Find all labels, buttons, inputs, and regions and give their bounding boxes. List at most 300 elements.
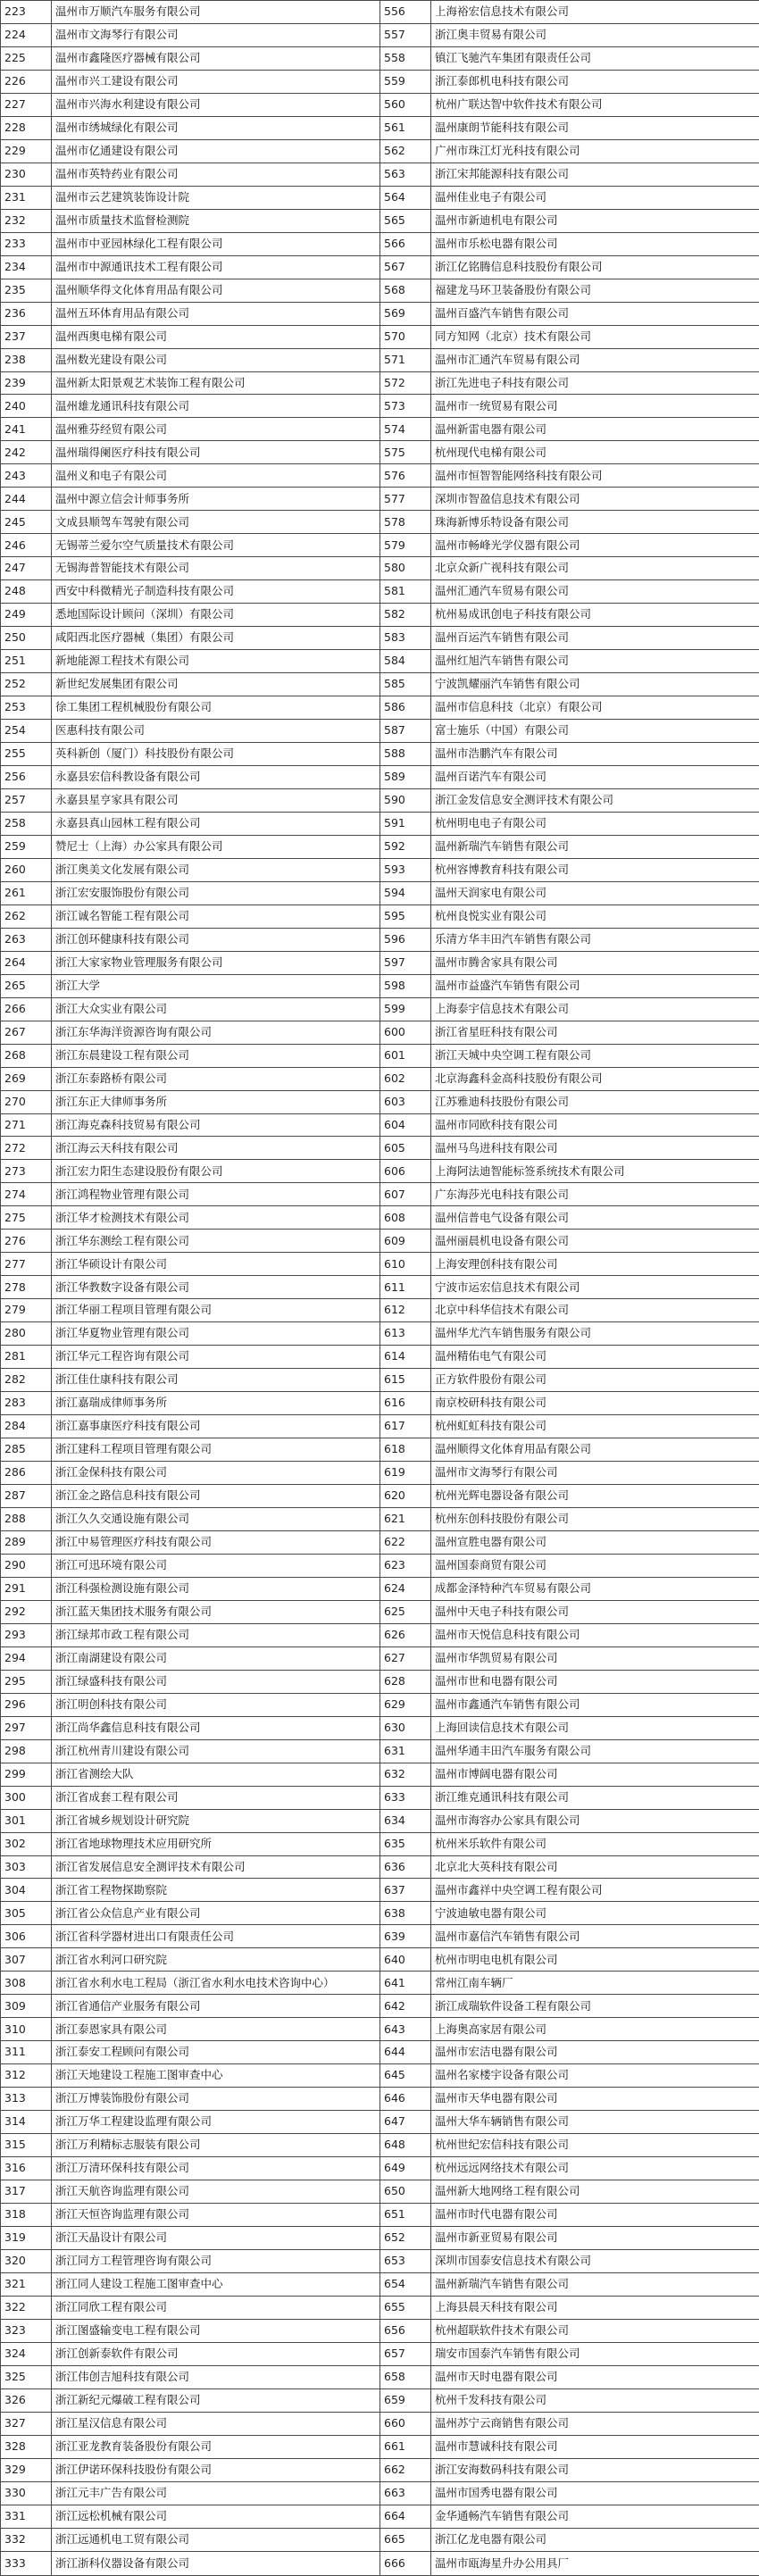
left-row-number: 333 <box>1 2551 52 2575</box>
right-company-name: 杭州虹虹科技有限公司 <box>431 1415 759 1438</box>
right-company-name: 杭州世纪宏信科技有限公司 <box>431 2134 759 2157</box>
right-company-name: 北京北大英科技有限公司 <box>431 1855 759 1879</box>
left-company-name: 浙江元丰广告有限公司 <box>52 2481 380 2505</box>
right-company-name: 温州市宏洁电器有限公司 <box>431 2041 759 2064</box>
right-company-name: 温州新雷电器有限公司 <box>431 418 759 441</box>
table-row <box>1 163 759 186</box>
table-row <box>1 1855 759 1879</box>
left-row-number: 258 <box>1 812 52 835</box>
table-row <box>1 116 759 139</box>
right-row-number: 622 <box>380 1530 431 1554</box>
left-company-name: 温州市英特药业有限公司 <box>52 163 380 186</box>
left-company-name: 文成县顺驾车驾驶有限公司 <box>52 511 380 534</box>
right-row-number: 662 <box>380 2458 431 2481</box>
right-company-name: 浙江亿龙电器有限公司 <box>431 2528 759 2551</box>
left-company-name: 浙江省水利河口研究院 <box>52 1948 380 1972</box>
right-row-number: 614 <box>380 1346 431 1369</box>
right-row-number: 582 <box>380 604 431 627</box>
left-row-number: 244 <box>1 488 52 511</box>
left-row-number: 284 <box>1 1415 52 1438</box>
left-company-name: 永嘉县真山园林工程有限公司 <box>52 812 380 835</box>
table-row <box>1 1462 759 1485</box>
right-company-name: 浙江省星旺科技有限公司 <box>431 1021 759 1044</box>
right-row-number: 583 <box>380 627 431 650</box>
table-row <box>1 1832 759 1855</box>
left-row-number: 243 <box>1 464 52 488</box>
left-company-name: 浙江绿盛科技有限公司 <box>52 1670 380 1693</box>
left-company-name: 温州五环体育用品有限公司 <box>52 302 380 325</box>
company-list-body <box>1 1 759 2576</box>
left-company-name: 温州市兴海水利建设有限公司 <box>52 93 380 116</box>
right-company-name: 温州市畅峰光学仪器有限公司 <box>431 534 759 557</box>
left-row-number: 259 <box>1 835 52 858</box>
table-row <box>1 1948 759 1972</box>
right-company-name: 温州市乐松电器有限公司 <box>431 232 759 255</box>
left-company-name: 浙江鸿程物业管理有限公司 <box>52 1183 380 1206</box>
right-company-name: 宁波市运宏信息技术有限公司 <box>431 1276 759 1299</box>
right-company-name: 上海安理创科技有限公司 <box>431 1253 759 1276</box>
right-company-name: 杭州米乐软件有限公司 <box>431 1832 759 1855</box>
left-company-name: 浙江海云天科技有限公司 <box>52 1137 380 1160</box>
right-company-name: 浙江奥丰贸易有限公司 <box>431 23 759 46</box>
right-company-name: 温州大华车辆销售有限公司 <box>431 2111 759 2134</box>
left-row-number: 282 <box>1 1369 52 1392</box>
left-row-number: 322 <box>1 2296 52 2319</box>
right-company-name: 温州百诺汽车有限公司 <box>431 765 759 788</box>
right-company-name: 浙江天城中央空调工程有限公司 <box>431 1044 759 1067</box>
table-row <box>1 2412 759 2435</box>
right-company-name: 杭州易成讯创电子科技有限公司 <box>431 604 759 627</box>
left-company-name: 浙江尚华鑫信息科技有限公司 <box>52 1716 380 1739</box>
right-company-name: 温州市嘉信汽车销售有限公司 <box>431 1925 759 1948</box>
right-company-name: 杭州市明电电机有限公司 <box>431 1948 759 1972</box>
table-row <box>1 1623 759 1646</box>
table-row <box>1 2041 759 2064</box>
right-company-name: 温州市腾舍家具有限公司 <box>431 951 759 974</box>
right-row-number: 613 <box>380 1322 431 1346</box>
left-row-number: 318 <box>1 2204 52 2227</box>
right-company-name: 浙江维克通讯科技有限公司 <box>431 1786 759 1809</box>
right-row-number: 564 <box>380 186 431 209</box>
left-row-number: 321 <box>1 2272 52 2296</box>
left-company-name: 浙江天地建设工程施工图审查中心 <box>52 2064 380 2088</box>
left-company-name: 浙江东泰路桥有限公司 <box>52 1067 380 1090</box>
right-row-number: 637 <box>380 1879 431 1902</box>
left-row-number: 287 <box>1 1485 52 1508</box>
left-row-number: 275 <box>1 1206 52 1230</box>
right-row-number: 569 <box>380 302 431 325</box>
left-row-number: 238 <box>1 348 52 371</box>
left-row-number: 291 <box>1 1577 52 1600</box>
right-company-name: 江苏雅迪科技股份有限公司 <box>431 1090 759 1113</box>
left-company-name: 浙江泰安工程顾问有限公司 <box>52 2041 380 2064</box>
right-row-number: 566 <box>380 232 431 255</box>
left-company-name: 浙江伟创吉旭科技有限公司 <box>52 2365 380 2388</box>
right-company-name: 浙江先进电子科技有限公司 <box>431 371 759 395</box>
left-company-name: 悉地国际设计顾问（深圳）有限公司 <box>52 604 380 627</box>
left-row-number: 327 <box>1 2412 52 2435</box>
right-company-name: 广州市珠江灯光科技有限公司 <box>431 139 759 163</box>
left-company-name: 温州顺华得文化体育用品有限公司 <box>52 279 380 302</box>
right-row-number: 643 <box>380 2018 431 2041</box>
table-row <box>1 1253 759 1276</box>
right-row-number: 638 <box>380 1902 431 1925</box>
right-company-name: 温州宣胜电器有限公司 <box>431 1530 759 1554</box>
right-row-number: 661 <box>380 2435 431 2458</box>
left-row-number: 247 <box>1 557 52 580</box>
right-row-number: 641 <box>380 1972 431 1995</box>
right-company-name: 常州江南车辆厂 <box>431 1972 759 1995</box>
left-company-name: 浙江杭州青川建设有限公司 <box>52 1739 380 1763</box>
left-row-number: 303 <box>1 1855 52 1879</box>
right-row-number: 616 <box>380 1392 431 1415</box>
right-row-number: 639 <box>380 1925 431 1948</box>
table-row <box>1 371 759 395</box>
right-company-name: 温州市新亚贸易有限公司 <box>431 2227 759 2250</box>
left-row-number: 277 <box>1 1253 52 1276</box>
right-company-name: 富士施乐（中国）有限公司 <box>431 720 759 743</box>
right-row-number: 625 <box>380 1600 431 1623</box>
left-company-name: 浙江佳仕康科技有限公司 <box>52 1369 380 1392</box>
left-company-name: 浙江省水利水电工程局（浙江省水利水电技术咨询中心） <box>52 1972 380 1995</box>
left-company-name: 浙江大家家物业管理服务有限公司 <box>52 951 380 974</box>
left-row-number: 325 <box>1 2365 52 2388</box>
left-row-number: 264 <box>1 951 52 974</box>
right-company-name: 温州市慧诚科技有限公司 <box>431 2435 759 2458</box>
left-company-name: 浙江华才检测技术有限公司 <box>52 1206 380 1230</box>
table-row <box>1 835 759 858</box>
table-row <box>1 2157 759 2180</box>
right-company-name: 福建龙马环卫装备股份有限公司 <box>431 279 759 302</box>
left-company-name: 温州中源立信会计师事务所 <box>52 488 380 511</box>
left-company-name: 英科新创（厦门）科技股份有限公司 <box>52 743 380 766</box>
right-row-number: 560 <box>380 93 431 116</box>
right-row-number: 587 <box>380 720 431 743</box>
right-row-number: 620 <box>380 1485 431 1508</box>
right-company-name: 温州汇通汽车贸易有限公司 <box>431 580 759 604</box>
left-row-number: 281 <box>1 1346 52 1369</box>
right-row-number: 576 <box>380 464 431 488</box>
table-row <box>1 464 759 488</box>
right-company-name: 温州信普电气设备有限公司 <box>431 1206 759 1230</box>
left-company-name: 浙江华夏物业管理有限公司 <box>52 1322 380 1346</box>
table-row <box>1 1044 759 1067</box>
right-company-name: 温州顺得文化体育用品有限公司 <box>431 1438 759 1462</box>
left-company-name: 浙江伊诺环保科技股份有限公司 <box>52 2458 380 2481</box>
right-row-number: 652 <box>380 2227 431 2250</box>
right-company-name: 温州百运汽车销售有限公司 <box>431 627 759 650</box>
table-row <box>1 2296 759 2319</box>
left-company-name: 温州市万顺汽车服务有限公司 <box>52 1 380 24</box>
left-row-number: 260 <box>1 858 52 881</box>
right-company-name: 上海裕宏信息技术有限公司 <box>431 1 759 24</box>
table-row <box>1 23 759 46</box>
table-row <box>1 441 759 464</box>
table-row <box>1 1670 759 1693</box>
right-row-number: 623 <box>380 1554 431 1577</box>
right-row-number: 659 <box>380 2388 431 2412</box>
right-row-number: 556 <box>380 1 431 24</box>
right-company-name: 瑞安市国泰汽车销售有限公司 <box>431 2342 759 2365</box>
table-row <box>1 696 759 720</box>
left-row-number: 285 <box>1 1438 52 1462</box>
left-company-name: 温州市中亚园林绿化工程有限公司 <box>52 232 380 255</box>
left-row-number: 274 <box>1 1183 52 1206</box>
table-row <box>1 2227 759 2250</box>
left-company-name: 浙江创环健康科技有限公司 <box>52 928 380 951</box>
left-company-name: 浙江省科学器材进出口有限责任公司 <box>52 1925 380 1948</box>
left-company-name: 温州义和电子有限公司 <box>52 464 380 488</box>
left-row-number: 262 <box>1 905 52 928</box>
left-row-number: 263 <box>1 928 52 951</box>
left-company-name: 浙江远通机电工贸有限公司 <box>52 2528 380 2551</box>
table-row <box>1 673 759 696</box>
table-row <box>1 93 759 116</box>
right-company-name: 温州中天电子科技有限公司 <box>431 1600 759 1623</box>
left-row-number: 323 <box>1 2319 52 2342</box>
left-row-number: 266 <box>1 997 52 1021</box>
left-row-number: 313 <box>1 2088 52 2111</box>
right-company-name: 温州新大地网络工程有限公司 <box>431 2180 759 2204</box>
table-row <box>1 1879 759 1902</box>
right-company-name: 温州康朗节能科技有限公司 <box>431 116 759 139</box>
left-company-name: 浙江奥美文化发展有限公司 <box>52 858 380 881</box>
left-company-name: 浙江海克森科技贸易有限公司 <box>52 1113 380 1137</box>
left-row-number: 311 <box>1 2041 52 2064</box>
left-row-number: 242 <box>1 441 52 464</box>
right-row-number: 635 <box>380 1832 431 1855</box>
left-company-name: 浙江天晶设计有限公司 <box>52 2227 380 2250</box>
table-row <box>1 1902 759 1925</box>
left-company-name: 浙江嘉事康医疗科技有限公司 <box>52 1415 380 1438</box>
left-company-name: 新地能源工程技术有限公司 <box>52 650 380 673</box>
table-row <box>1 1530 759 1554</box>
right-row-number: 572 <box>380 371 431 395</box>
right-row-number: 601 <box>380 1044 431 1067</box>
right-company-name: 成都金泽特种汽车贸易有限公司 <box>431 1577 759 1600</box>
left-company-name: 浙江诚名智能工程有限公司 <box>52 905 380 928</box>
left-row-number: 253 <box>1 696 52 720</box>
table-row <box>1 46 759 70</box>
left-company-name: 浙江金之路信息科技有限公司 <box>52 1485 380 1508</box>
left-row-number: 286 <box>1 1462 52 1485</box>
table-row <box>1 1646 759 1670</box>
table-row <box>1 279 759 302</box>
right-company-name: 杭州现代电梯有限公司 <box>431 441 759 464</box>
left-company-name: 温州市文海琴行有限公司 <box>52 23 380 46</box>
right-row-number: 599 <box>380 997 431 1021</box>
right-company-name: 上海县晨天科技有限公司 <box>431 2296 759 2319</box>
right-company-name: 温州国泰商贸有限公司 <box>431 1554 759 1577</box>
left-company-name: 浙江省公众信息产业有限公司 <box>52 1902 380 1925</box>
table-row <box>1 418 759 441</box>
right-row-number: 649 <box>380 2157 431 2180</box>
left-row-number: 331 <box>1 2505 52 2528</box>
left-row-number: 296 <box>1 1693 52 1716</box>
right-company-name: 温州新瑞汽车销售有限公司 <box>431 835 759 858</box>
table-row <box>1 1346 759 1369</box>
right-company-name: 温州市天华电器有限公司 <box>431 2088 759 2111</box>
left-row-number: 255 <box>1 743 52 766</box>
table-row <box>1 1206 759 1230</box>
left-company-name: 浙江同欣工程有限公司 <box>52 2296 380 2319</box>
table-row <box>1 1299 759 1322</box>
right-company-name: 温州马鸟进科技有限公司 <box>431 1137 759 1160</box>
table-row <box>1 2551 759 2575</box>
right-row-number: 593 <box>380 858 431 881</box>
table-row <box>1 2388 759 2412</box>
table-row <box>1 1693 759 1716</box>
table-row <box>1 1021 759 1044</box>
table-row <box>1 2435 759 2458</box>
right-company-name: 温州市天时电器有限公司 <box>431 2365 759 2388</box>
left-row-number: 315 <box>1 2134 52 2157</box>
left-row-number: 310 <box>1 2018 52 2041</box>
left-row-number: 332 <box>1 2528 52 2551</box>
left-company-name: 浙江星汉信息有限公司 <box>52 2412 380 2435</box>
right-row-number: 615 <box>380 1369 431 1392</box>
right-row-number: 577 <box>380 488 431 511</box>
right-row-number: 664 <box>380 2505 431 2528</box>
right-row-number: 609 <box>380 1230 431 1253</box>
table-row <box>1 1739 759 1763</box>
left-company-name: 浙江同人建设工程施工图审查中心 <box>52 2272 380 2296</box>
right-company-name: 乐清方华丰田汽车销售有限公司 <box>431 928 759 951</box>
table-row <box>1 2481 759 2505</box>
table-row <box>1 2319 759 2342</box>
right-company-name: 广东海莎光电科技有限公司 <box>431 1183 759 1206</box>
right-company-name: 杭州东创科技股份有限公司 <box>431 1507 759 1530</box>
right-row-number: 562 <box>380 139 431 163</box>
right-company-name: 温州佳业电子有限公司 <box>431 186 759 209</box>
left-company-name: 浙江南湖建设有限公司 <box>52 1646 380 1670</box>
right-row-number: 598 <box>380 974 431 997</box>
table-row <box>1 2365 759 2388</box>
table-row <box>1 1322 759 1346</box>
table-row <box>1 348 759 371</box>
left-row-number: 290 <box>1 1554 52 1577</box>
right-row-number: 607 <box>380 1183 431 1206</box>
right-row-number: 663 <box>380 2481 431 2505</box>
left-row-number: 295 <box>1 1670 52 1693</box>
table-row <box>1 2064 759 2088</box>
table-row <box>1 905 759 928</box>
left-row-number: 223 <box>1 1 52 24</box>
right-company-name: 温州丽晨机电设备有限公司 <box>431 1230 759 1253</box>
right-row-number: 594 <box>380 881 431 905</box>
right-company-name: 杭州明电电子有限公司 <box>431 812 759 835</box>
right-row-number: 604 <box>380 1113 431 1137</box>
table-row <box>1 255 759 279</box>
right-row-number: 574 <box>380 418 431 441</box>
left-row-number: 246 <box>1 534 52 557</box>
left-company-name: 浙江嘉瑞成律师事务所 <box>52 1392 380 1415</box>
left-company-name: 浙江大学 <box>52 974 380 997</box>
left-company-name: 浙江绿邦市政工程有限公司 <box>52 1623 380 1646</box>
right-row-number: 657 <box>380 2342 431 2365</box>
right-row-number: 596 <box>380 928 431 951</box>
left-row-number: 232 <box>1 209 52 232</box>
right-row-number: 617 <box>380 1415 431 1438</box>
left-company-name: 浙江大众实业有限公司 <box>52 997 380 1021</box>
left-row-number: 240 <box>1 395 52 418</box>
right-company-name: 温州市汇通汽车贸易有限公司 <box>431 348 759 371</box>
right-company-name: 温州华尤汽车销售服务有限公司 <box>431 1322 759 1346</box>
right-row-number: 575 <box>380 441 431 464</box>
right-row-number: 633 <box>380 1786 431 1809</box>
right-row-number: 629 <box>380 1693 431 1716</box>
right-row-number: 634 <box>380 1809 431 1832</box>
left-row-number: 257 <box>1 788 52 812</box>
table-row <box>1 997 759 1021</box>
left-row-number: 265 <box>1 974 52 997</box>
left-row-number: 280 <box>1 1322 52 1346</box>
left-company-name: 浙江华东测绘工程有限公司 <box>52 1230 380 1253</box>
right-row-number: 597 <box>380 951 431 974</box>
left-company-name: 浙江省城乡规划设计研究院 <box>52 1809 380 1832</box>
right-row-number: 658 <box>380 2365 431 2388</box>
left-row-number: 250 <box>1 627 52 650</box>
left-company-name: 浙江中易管理医疗科技有限公司 <box>52 1530 380 1554</box>
left-company-name: 温州新太阳景观艺术装饰工程有限公司 <box>52 371 380 395</box>
right-company-name: 杭州远远网络技术有限公司 <box>431 2157 759 2180</box>
left-row-number: 270 <box>1 1090 52 1113</box>
right-company-name: 温州天润家电有限公司 <box>431 881 759 905</box>
table-row <box>1 1763 759 1786</box>
right-company-name: 浙江泰郎机电科技有限公司 <box>431 70 759 93</box>
table-row <box>1 1507 759 1530</box>
left-row-number: 248 <box>1 580 52 604</box>
left-company-name: 温州市云艺建筑装饰设计院 <box>52 186 380 209</box>
table-row <box>1 302 759 325</box>
right-company-name: 温州市海容办公家具有限公司 <box>431 1809 759 1832</box>
table-row <box>1 2458 759 2481</box>
right-row-number: 647 <box>380 2111 431 2134</box>
right-company-name: 温州名家楼宇设备有限公司 <box>431 2064 759 2088</box>
right-company-name: 温州市华凯贸易有限公司 <box>431 1646 759 1670</box>
table-row <box>1 881 759 905</box>
right-company-name: 杭州良悦实业有限公司 <box>431 905 759 928</box>
right-row-number: 632 <box>380 1763 431 1786</box>
left-row-number: 276 <box>1 1230 52 1253</box>
right-company-name: 温州市国秀电器有限公司 <box>431 2481 759 2505</box>
table-row <box>1 1276 759 1299</box>
left-company-name: 浙江华硕设计有限公司 <box>52 1253 380 1276</box>
left-row-number: 299 <box>1 1763 52 1786</box>
left-row-number: 324 <box>1 2342 52 2365</box>
right-company-name: 浙江亿铭腾信息科技股份有限公司 <box>431 255 759 279</box>
left-company-name: 浙江省工程物探勘察院 <box>52 1879 380 1902</box>
left-row-number: 317 <box>1 2180 52 2204</box>
right-row-number: 580 <box>380 557 431 580</box>
table-row <box>1 488 759 511</box>
right-company-name: 温州市鑫通汽车销售有限公司 <box>431 1693 759 1716</box>
left-row-number: 308 <box>1 1972 52 1995</box>
right-company-name: 温州市文海琴行有限公司 <box>431 1462 759 1485</box>
right-company-name: 温州市世和电器有限公司 <box>431 1670 759 1693</box>
right-row-number: 631 <box>380 1739 431 1763</box>
left-company-name: 浙江省发展信息安全测评技术有限公司 <box>52 1855 380 1879</box>
right-company-name: 温州市益盛汽车销售有限公司 <box>431 974 759 997</box>
table-row <box>1 2342 759 2365</box>
table-row <box>1 1230 759 1253</box>
right-row-number: 605 <box>380 1137 431 1160</box>
right-company-name: 宁波凯耀丽汽车销售有限公司 <box>431 673 759 696</box>
right-row-number: 590 <box>380 788 431 812</box>
left-company-name: 浙江宏安服饰股份有限公司 <box>52 881 380 905</box>
left-row-number: 328 <box>1 2435 52 2458</box>
right-company-name: 温州市同欧科技有限公司 <box>431 1113 759 1137</box>
